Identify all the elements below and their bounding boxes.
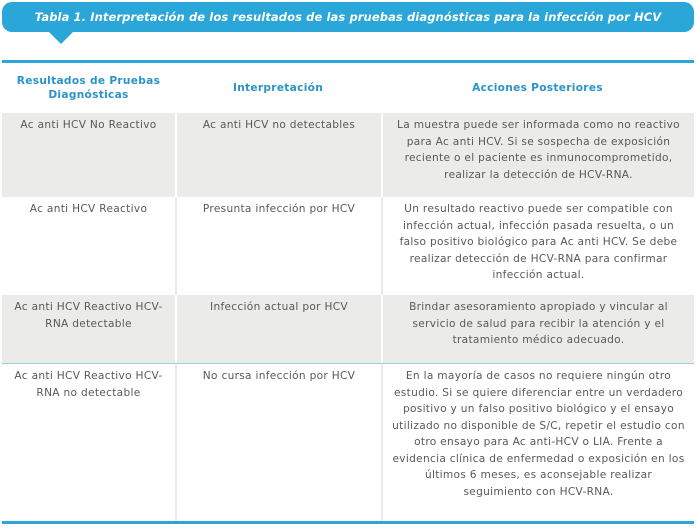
diagnostic-table (2, 60, 694, 524)
cell-action: La muestra puede ser informada como no reactivo para Ac anti HCV. Si se sospecha de exposición reciente o el paciente es inmunocomprometido, realizar la detección de HCV-RNA. (381, 113, 694, 197)
header-results: Resultados de Pruebas Diagnósticas (16, 75, 161, 101)
cell-result: Ac anti HCV Reactivo (29, 203, 148, 215)
cell-result: Ac anti HCV Reactivo HCV-RNA no detectable (14, 370, 163, 399)
table-row (2, 295, 694, 363)
cell-result: Ac anti HCV No Reactivo (20, 119, 157, 131)
cell-result: Ac anti HCV Reactivo HCV-RNA detectable (14, 301, 163, 330)
cell-action: En la mayoría de casos no requiere ningún otro estudio. Si se quiere diferenciar entre un verdadero positivo y un falso positivo biológico y el ensayo utilizado no disponible de S/C, repetir el estudio con otro ensayo para Ac anti-HCV o LIA. Frente a evidencia clínica de enfermedad o exposición en los últimos 6 meses, es aconsejable realizar seguimiento con HCV-RNA. (381, 364, 694, 521)
cell-interpretation: Presunta infección por HCV (175, 197, 381, 295)
table-title: Tabla 1. Interpretación de los resultados de las pruebas diagnósticas para la infección por HCV (34, 10, 662, 24)
table-row (2, 363, 694, 521)
cell-action: Un resultado reactivo puede ser compatible con infección actual, infección pasada resuelta, o un falso positivo biológico para Ac anti HCV. Se debe realizar detección de HCV-RNA para confirmar infección actual. (381, 197, 694, 295)
table-row (2, 197, 694, 295)
table-row (2, 113, 694, 197)
cell-interpretation: No cursa infección por HCV (175, 364, 381, 521)
header-actions: Acciones Posteriores (472, 82, 603, 94)
cell-interpretation: Infección actual por HCV (175, 295, 381, 363)
cell-action: Brindar asesoramiento apropiado y vincular al servicio de salud para recibir la atención y el tratamiento médico adecuado. (381, 295, 694, 363)
table-header-row (2, 63, 694, 113)
cell-interpretation: Ac anti HCV no detectables (175, 113, 381, 197)
table-title-banner (2, 2, 694, 32)
header-interpretation: Interpretación (232, 82, 324, 94)
banner-pointer (48, 31, 74, 44)
